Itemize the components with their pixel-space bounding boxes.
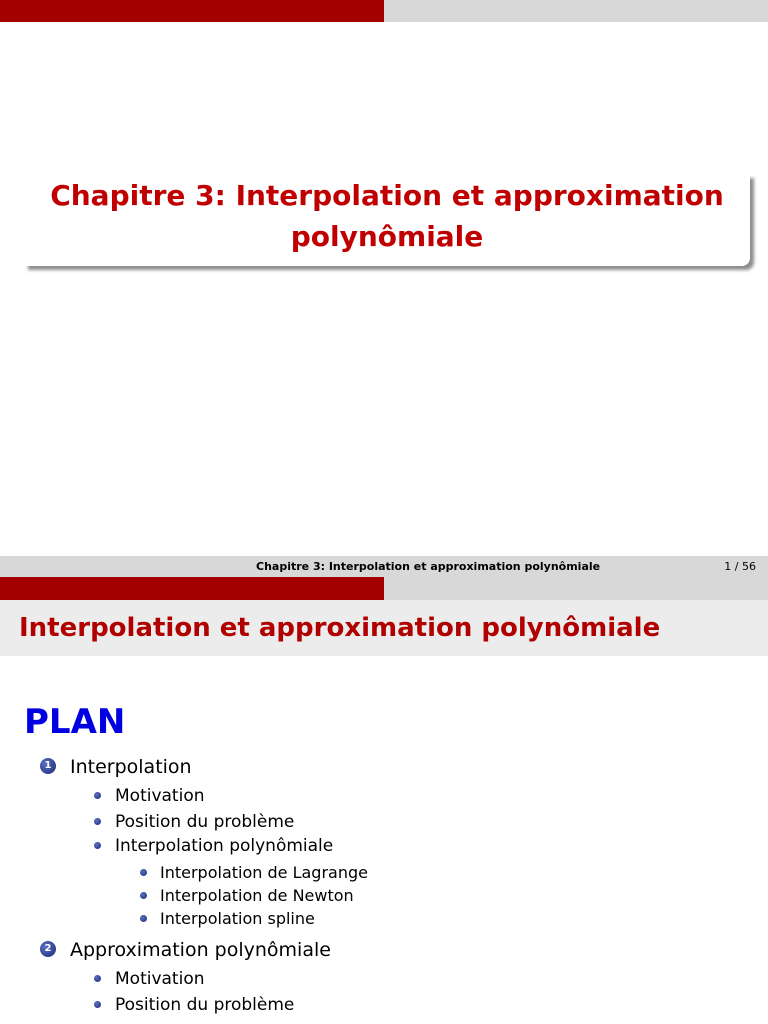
list-item — [94, 785, 205, 807]
item-label: Position du problème — [115, 812, 295, 832]
item-label: Motivation — [115, 969, 205, 989]
list-item — [94, 994, 294, 1016]
item-label: Position du problème — [115, 995, 295, 1015]
list-item — [140, 886, 354, 906]
list-item — [94, 811, 294, 833]
enum-number-icon: 1 — [40, 758, 56, 774]
footer-page-number: 1 / 56 — [724, 560, 756, 573]
plan-slide — [0, 600, 768, 1024]
slide-title-line-2: polynômiale — [290, 220, 484, 253]
section-label: Interpolation — [70, 756, 192, 778]
list-item — [40, 938, 331, 962]
footer-red-band — [0, 577, 384, 600]
header-red-segment — [0, 0, 384, 22]
slide-title-line-1: Chapitre 3: Interpolation et approximation — [50, 179, 724, 212]
enum-number-icon: 2 — [40, 941, 56, 957]
top-header-bar — [0, 0, 768, 22]
list-item — [94, 968, 205, 990]
bullet-icon — [140, 869, 147, 876]
bullet-icon — [94, 975, 101, 982]
section-label: Approximation polynômiale — [70, 939, 331, 961]
subitem-label: Interpolation spline — [160, 909, 315, 928]
bullet-icon — [94, 792, 101, 799]
subitem-label: Interpolation de Newton — [160, 886, 354, 905]
item-label: Interpolation polynômiale — [115, 836, 334, 856]
list-item — [140, 909, 315, 929]
subitem-label: Interpolation de Lagrange — [160, 863, 368, 882]
bullet-icon — [94, 1001, 101, 1008]
bullet-icon — [140, 892, 147, 899]
bullet-icon — [140, 915, 147, 922]
title-box — [24, 174, 750, 266]
bullet-icon — [94, 842, 101, 849]
item-label: Motivation — [115, 786, 205, 806]
frame-title: Interpolation et approximation polynômiale — [19, 613, 661, 643]
slide-footer — [0, 556, 768, 600]
list-item — [140, 863, 368, 883]
list-item — [94, 835, 333, 857]
footer-short-title: Chapitre 3: Interpolation et approximation polynômiale — [256, 560, 601, 573]
plan-heading: PLAN — [24, 702, 126, 742]
list-item — [40, 755, 192, 779]
frame-title-bar — [0, 600, 768, 656]
bullet-icon — [94, 818, 101, 825]
